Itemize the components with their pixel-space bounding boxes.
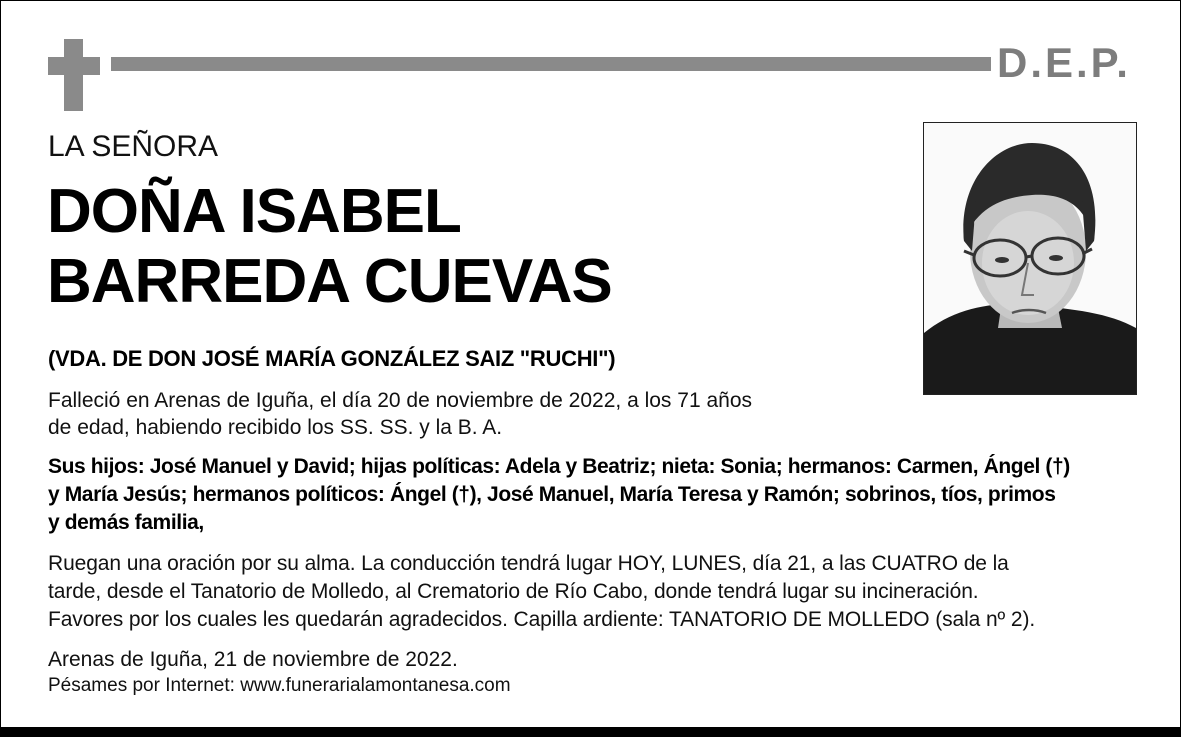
name-line-1: DOÑA ISABEL: [47, 177, 461, 246]
death-notice-line: de edad, habiendo recibido los SS. SS. y la B. A.: [48, 416, 503, 439]
family-list: [48, 453, 1148, 537]
cross-icon: [48, 39, 100, 111]
dep-label: D.E.P.: [997, 39, 1131, 86]
portrait-photo-icon: [924, 123, 1136, 394]
bottom-border: [1, 727, 1180, 736]
family-line: y María Jesús; hermanos políticos: Ángel (†), José Manuel, María Teresa y Ramón; sobrinos, tíos, primos: [48, 483, 1056, 506]
death-notice: [48, 387, 838, 441]
name-line-2: BARREDA CUEVAS: [47, 247, 612, 316]
honorific: LA SEÑORA: [48, 130, 219, 163]
funeral-line: Favores por los cuales les quedarán agradecidos. Capilla ardiente: TANATORIO DE MOLLEDO (sala nº 2).: [48, 608, 1036, 631]
widow-of: (VDA. DE DON JOSÉ MARÍA GONZÁLEZ SAIZ "RUCHI"): [48, 346, 616, 371]
funeral-details: [48, 550, 1148, 634]
condolences-link: Pésames por Internet: www.funerarialamontanesa.com: [48, 675, 511, 696]
death-notice-line: Falleció en Arenas de Iguña, el día 20 de noviembre de 2022, a los 71 años: [48, 389, 752, 412]
funeral-line: Ruegan una oración por su alma. La conducción tendrá lugar HOY, LUNES, día 21, a las CUATRO de la: [48, 552, 1009, 575]
place-date: Arenas de Iguña, 21 de noviembre de 2022.: [48, 648, 458, 671]
funeral-line: tarde, desde el Tanatorio de Molledo, al Crematorio de Río Cabo, donde tendrá lugar su incineración.: [48, 580, 979, 603]
header-rule: [111, 57, 991, 71]
family-line: y demás familia,: [48, 511, 204, 534]
family-line: Sus hijos: José Manuel y David; hijas políticas: Adela y Beatriz; nieta: Sonia; hermanos: Carmen, Ángel (†): [48, 455, 1070, 478]
deceased-name: [47, 177, 612, 317]
portrait-photo: [923, 122, 1137, 395]
